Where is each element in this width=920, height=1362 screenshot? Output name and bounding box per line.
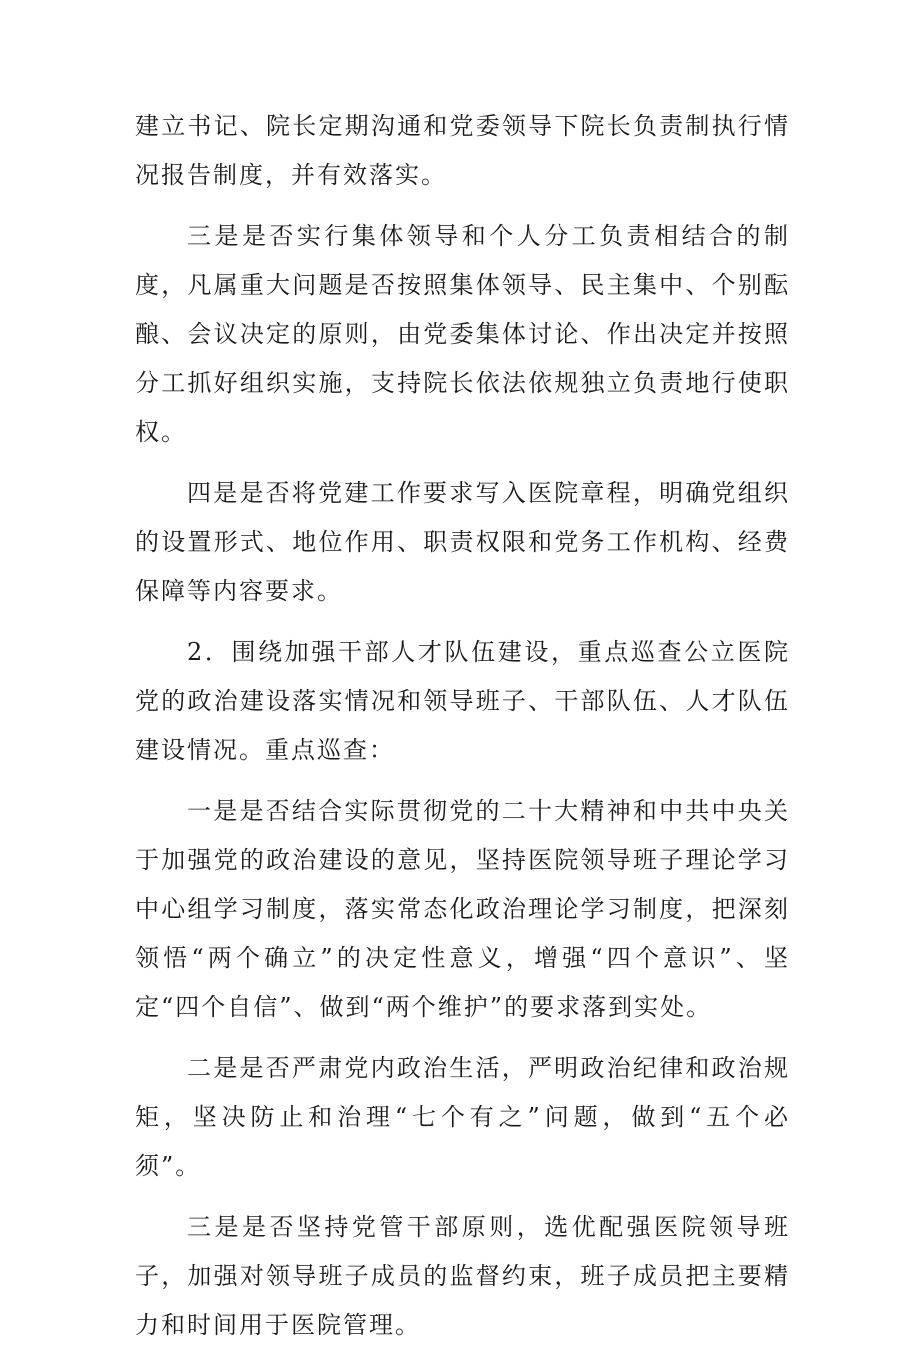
paragraph-7: 三是是否坚持党管干部原则，选优配强医院领导班子，加强对领导班子成员的监督约束，班子成员把主要精力和时间用于医院管理。	[135, 1213, 790, 1339]
paragraph-1: 建立书记、院长定期沟通和党委领导下院长负责制执行情况报告制度，并有效落实。	[135, 112, 790, 189]
paragraph-6: 二是是否严肃党内政治生活，严明政治纪律和政治规矩，坚决防止和治理“七个有之”问题，做到“五个必须”。	[135, 1054, 790, 1180]
paragraph-4: 2．围绕加强干部人才队伍建设，重点巡查公立医院党的政治建设落实情况和领导班子、干部队伍、人才队伍建设情况。重点巡查：	[135, 638, 790, 764]
paragraph-5: 一是是否结合实际贯彻党的二十大精神和中共中央关于加强党的政治建设的意见，坚持医院领导班子理论学习中心组学习制度，落实常态化政治理论学习制度，把深刻领悟“两个确立”的决定性意义，增强“四个意识”、坚定“四个自信”、做到“两个维护”的要求落到实处。	[135, 797, 790, 1021]
paragraph-2: 三是是否实行集体领导和个人分工负责相结合的制度，凡属重大问题是否按照集体领导、民主集中、个别酝酿、会议决定的原则，由党委集体讨论、作出决定并按照分工抓好组织实施，支持院长依法依规独立负责地行使职权。	[135, 222, 790, 446]
paragraph-3: 四是是否将党建工作要求写入医院章程，明确党组织的设置形式、地位作用、职责权限和党务工作机构、经费保障等内容要求。	[135, 479, 790, 605]
document-body	[135, 102, 790, 1362]
